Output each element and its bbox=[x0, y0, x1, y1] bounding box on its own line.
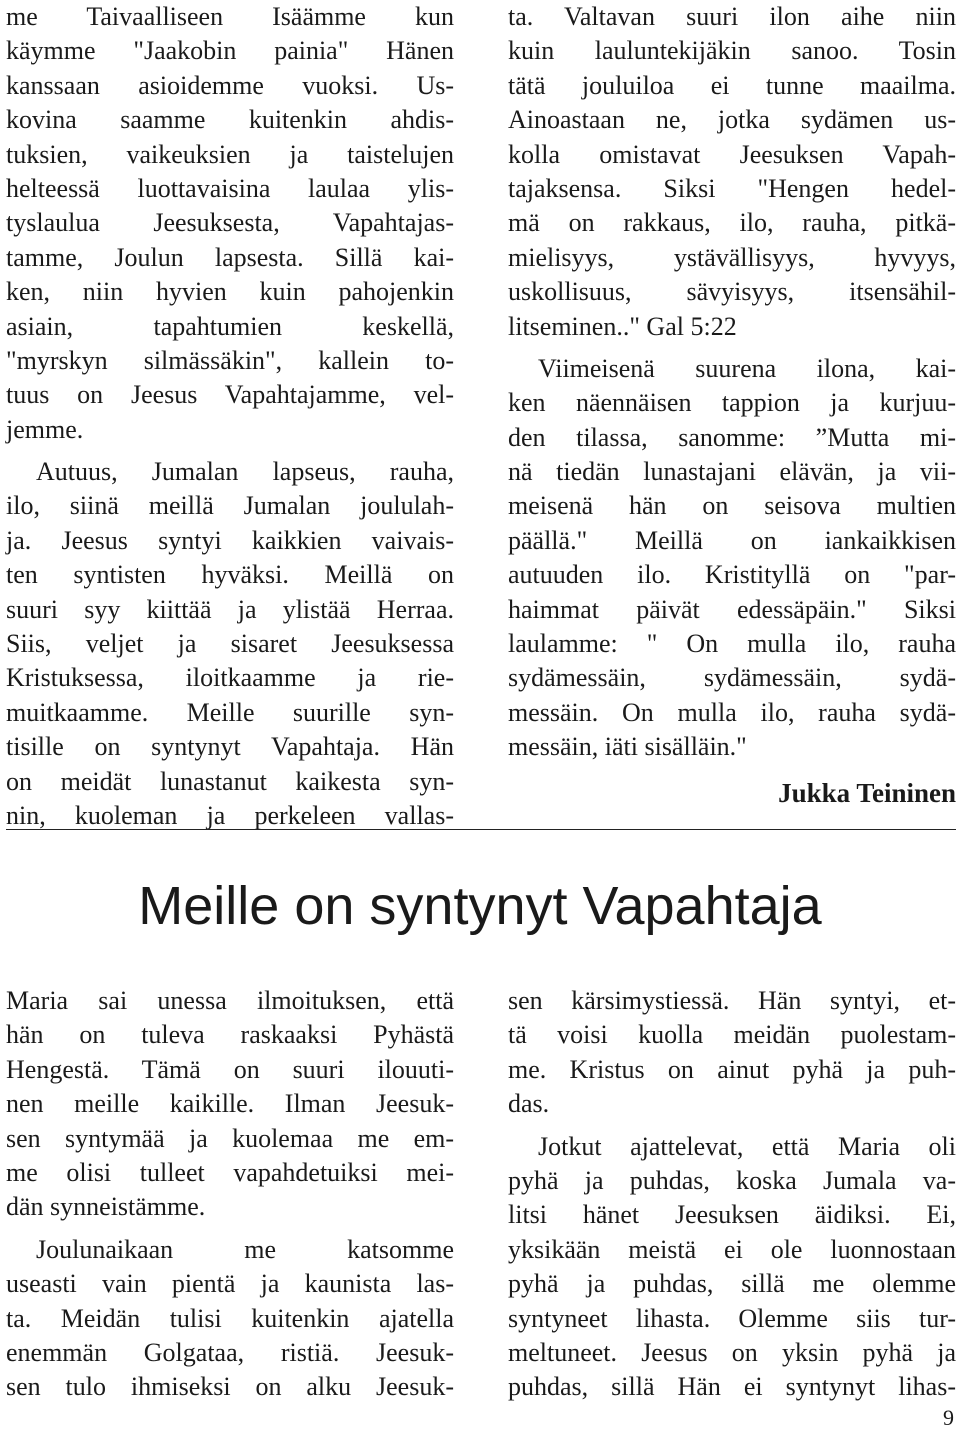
section-divider bbox=[6, 829, 956, 830]
text-line: syntyneet lihasta. Olemme siis tur- bbox=[508, 1303, 956, 1333]
text-line: on meidät lunastanut kaikesta syn- bbox=[6, 766, 454, 796]
text-line: hän on tuleva raskaaksi Pyhästä bbox=[6, 1020, 454, 1050]
text-line: kuin lauluntekijäkin sanoo. Tosin bbox=[508, 36, 956, 66]
text-line: puhdas, sillä Hän ei syntynyt lihas- bbox=[508, 1372, 956, 1402]
text-line: suuri syy kiittää ja ylistää Herraa. bbox=[6, 594, 454, 624]
text-line: päällä." Meillä on iankaikkisen bbox=[508, 525, 956, 555]
text-line: tisille on syntynyt Vapahtaja. Hän bbox=[6, 732, 454, 762]
text-line: messäin, iäti sisälläin." bbox=[508, 732, 747, 762]
text-line: uskollisuus, sävyisyys, itsensähil- bbox=[508, 277, 956, 307]
text-line: nä tiedän lunastajani elävän, ja vii- bbox=[508, 457, 956, 487]
page-number: 9 bbox=[943, 1405, 954, 1430]
text-line: muitkaamme. Meille suurille syn- bbox=[6, 697, 454, 727]
text-line: ja. Jeesus syntyi kaikkien vaivais- bbox=[6, 525, 454, 555]
text-line: käymme "Jaakobin painia" Hänen bbox=[6, 36, 454, 66]
text-line: Autuus, Jumalan lapseus, rauha, bbox=[36, 457, 454, 487]
text-line: ta. Valtavan suuri ilon aihe niin bbox=[508, 2, 956, 31]
text-line: laulamme: " On mulla ilo, rauha bbox=[508, 629, 956, 659]
text-line: asiain, tapahtumien keskellä, bbox=[6, 311, 454, 341]
author-signature: Jukka Teininen bbox=[778, 778, 956, 808]
text-line: Joulunaikaan me katsomme bbox=[36, 1234, 454, 1264]
text-line: tamme, Joulun lapsesta. Sillä kai- bbox=[6, 242, 454, 272]
text-line: mielisyys, ystävällisyys, hyvyys, bbox=[508, 242, 956, 272]
text-line: autuuden ilo. Kristityllä on "par- bbox=[508, 560, 956, 590]
text-line: den tilassa, sanomme: ”Mutta mi- bbox=[508, 422, 956, 452]
text-line: sen kärsimystiessä. Hän syntyi, et- bbox=[508, 986, 956, 1015]
text-line: tajaksensa. Siksi "Hengen hedel- bbox=[508, 173, 956, 203]
upper-left-column bbox=[6, 0, 454, 833]
text-line: Jotkut ajattelevat, että Maria oli bbox=[538, 1131, 956, 1161]
text-line: tätä jouluiloa ei tunne maailma. bbox=[508, 70, 956, 100]
text-line: ken näennäisen tappion ja kurjuu- bbox=[508, 388, 956, 418]
text-line: "myrskyn silmässäkin", kallein to- bbox=[6, 345, 454, 375]
text-line: tyslaulua Jeesuksesta, Vapahtajas- bbox=[6, 208, 454, 238]
text-line: haimmat päivät edessäpäin." Siksi bbox=[508, 594, 956, 624]
text-line: Maria sai unessa ilmoituksen, että bbox=[6, 986, 454, 1015]
text-line: ilo, siinä meillä Jumalan joululah- bbox=[6, 491, 454, 521]
text-line: messäin. On mulla ilo, rauha sydä- bbox=[508, 697, 956, 727]
text-line: das. bbox=[508, 1089, 550, 1119]
article-headline: Meille on syntynyt Vapahtaja bbox=[138, 876, 822, 936]
text-line: litseminen.." Gal 5:22 bbox=[508, 311, 737, 341]
text-line: Hengestä. Tämä on suuri ilouuti- bbox=[6, 1054, 454, 1084]
text-line: meltuneet. Jeesus on yksin pyhä ja bbox=[508, 1337, 956, 1367]
text-line: tä voisi kuolla meidän puolestam- bbox=[508, 1020, 956, 1050]
text-line: yksikään meistä ei ole luonnostaan bbox=[508, 1234, 956, 1264]
text-line: Kristuksessa, iloitkaamme ja rie- bbox=[6, 663, 454, 693]
text-line: me Taivaalliseen Isäämme kun bbox=[6, 2, 454, 31]
text-line: sydämessäin, sydämessäin, sydä- bbox=[508, 663, 956, 693]
text-line: pyhä ja puhdas, koska Jumala va- bbox=[508, 1165, 956, 1195]
text-line: ten syntisten hyväksi. Meillä on bbox=[6, 560, 454, 590]
text-line: jemme. bbox=[6, 414, 84, 444]
text-line: ken, niin hyvien kuin pahojenkin bbox=[6, 277, 454, 307]
text-line: me. Kristus on ainut pyhä ja puh- bbox=[508, 1054, 956, 1084]
text-line: kanssaan asioidemme vuoksi. Us- bbox=[6, 70, 454, 100]
text-line: Siis, veljet ja sisaret Jeesuksessa bbox=[6, 629, 454, 659]
text-line: enemmän Golgataa, ristiä. Jeesuk- bbox=[6, 1337, 454, 1367]
lower-left-column bbox=[6, 984, 454, 1405]
upper-right-column bbox=[508, 0, 956, 765]
text-line: kovina saamme kuitenkin ahdis- bbox=[6, 105, 454, 135]
text-line: Viimeisenä suurena ilona, kai- bbox=[538, 353, 956, 383]
text-line: dän synneistämme. bbox=[6, 1192, 206, 1222]
text-line: kolla omistavat Jeesuksen Vapah- bbox=[508, 139, 956, 169]
text-line: mä on rakkaus, ilo, rauha, pitkä- bbox=[508, 208, 956, 238]
text-line: Ainoastaan ne, jotka sydämen us- bbox=[508, 105, 956, 135]
lower-right-column bbox=[508, 984, 956, 1405]
text-line: sen tulo ihmiseksi on alku Jeesuk- bbox=[6, 1372, 454, 1402]
text-line: nen meille kaikille. Ilman Jeesuk- bbox=[6, 1089, 454, 1119]
text-line: nin, kuoleman ja perkeleen vallas- bbox=[6, 800, 454, 830]
text-line: litsi hänet Jeesuksen äidiksi. Ei, bbox=[508, 1200, 956, 1230]
text-line: meisenä hän on seisova multien bbox=[508, 491, 956, 521]
text-line: useasti vain pientä ja kaunista las- bbox=[6, 1269, 454, 1299]
text-line: me olisi tulleet vapahdetuiksi mei- bbox=[6, 1157, 454, 1187]
text-line: ta. Meidän tulisi kuitenkin ajatella bbox=[6, 1303, 454, 1333]
text-line: sen syntymää ja kuolemaa me em- bbox=[6, 1123, 454, 1153]
text-line: helteessä luottavaisina laulaa ylis- bbox=[6, 173, 454, 203]
text-line: tuus on Jeesus Vapahtajamme, vel- bbox=[6, 380, 454, 410]
text-line: pyhä ja puhdas, sillä me olemme bbox=[508, 1269, 956, 1299]
text-line: tuksien, vaikeuksien ja taistelujen bbox=[6, 139, 454, 169]
